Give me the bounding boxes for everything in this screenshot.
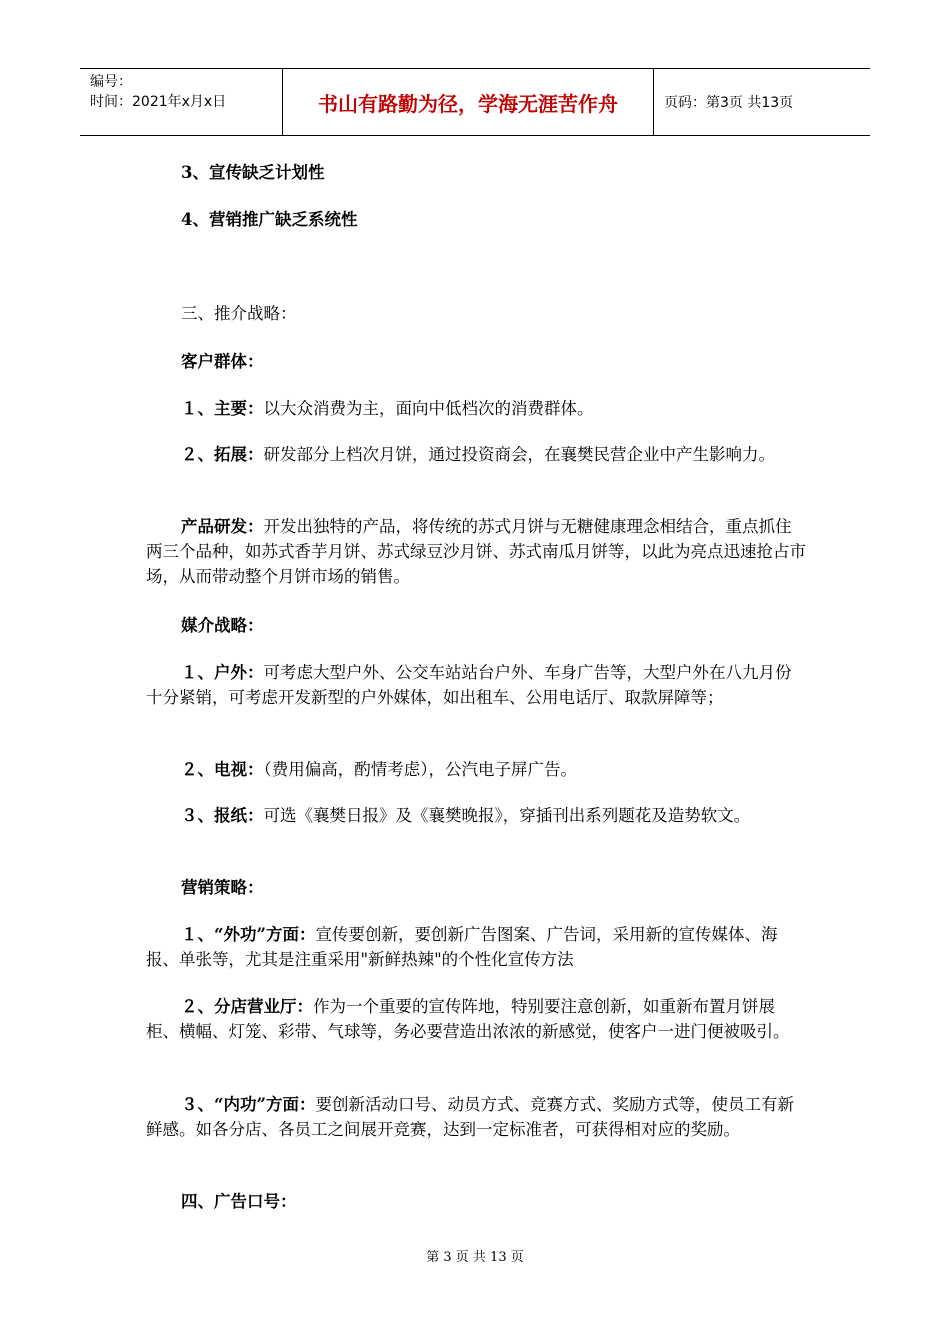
section-heading: 四、广告口号： <box>181 1192 297 1211</box>
paragraph-heading: 3、宣传缺乏计划性 <box>181 163 325 182</box>
paragraph-heading: 媒介战略： <box>181 616 264 635</box>
paragraph-lead: ２、电视： <box>181 760 264 779</box>
paragraph-text: 研发部分上档次月饼，通过投资商会，在襄樊民营企业中产生影响力。 <box>263 445 775 464</box>
paragraph-lead: ２、分店营业厅： <box>181 997 313 1016</box>
paragraph-lead: １、户外： <box>181 663 264 682</box>
paragraph-text: 作为一个重要的宣传阵地，特别要注意创新，如重新布置月饼展柜、横幅、灯笼、彩带、气球等，务必要营造出浓浓的新感觉，使客户一进门便被吸引。 <box>146 997 790 1041</box>
paragraph <box>146 660 806 710</box>
paragraph <box>146 757 806 782</box>
paragraph-heading: 4、营销推广缺乏系统性 <box>181 210 358 229</box>
paragraph <box>146 396 806 421</box>
paragraph <box>146 514 806 589</box>
document-date: 时间：2021年x月x日 <box>90 94 227 110</box>
header-page-info: 页码：第3页 共13页 <box>664 95 794 111</box>
paragraph <box>146 803 806 828</box>
paragraph-lead: １、“外功”方面： <box>181 925 316 944</box>
paragraph <box>146 442 806 467</box>
paragraph-heading: 客户群体： <box>181 352 264 371</box>
paragraph-text: 以大众消费为主，面向中低档次的消费群体。 <box>263 399 594 418</box>
paragraph-lead: ２、拓展： <box>181 445 264 464</box>
paragraph-lead: ３、“内功”方面： <box>181 1095 316 1114</box>
paragraph-text: （费用偏高，酌情考虑），公汽电子屏广告。 <box>263 760 577 779</box>
paragraph-text: 开发出独特的产品，将传统的苏式月饼与无糖健康理念相结合，重点抓住两三个品种，如苏式香芋月饼、苏式绿豆沙月饼、苏式南瓜月饼等，以此为亮点迅速抢占市场，从而带动整个月饼市场的销售。 <box>146 517 806 586</box>
header-page-cell <box>654 69 870 135</box>
paragraph-text: 可选《襄樊日报》及《襄樊晚报》，穿插刊出系列题花及造势软文。 <box>263 806 751 825</box>
paragraph-lead: 产品研发： <box>181 517 264 536</box>
header-left-cell <box>80 69 282 135</box>
document-number-label: 编号： <box>90 74 132 90</box>
paragraph <box>146 994 806 1044</box>
paragraph-lead: ３、报纸： <box>181 806 264 825</box>
paragraph-heading: 营销策略： <box>181 878 264 897</box>
paragraph-text: 宣传要创新，要创新广告图案、广告词，采用新的宣传媒体、海报、单张等，尤其是注重采用"新鲜热辣"的个性化宣传方法 <box>146 925 778 969</box>
header-table <box>80 68 870 136</box>
paragraph <box>146 922 806 972</box>
section-heading: 三、推介战略： <box>181 304 297 323</box>
paragraph-lead: １、主要： <box>181 399 264 418</box>
header-motto: 书山有路勤为径，学海无涯苦作舟 <box>318 91 618 116</box>
header-motto-cell <box>282 69 654 135</box>
page-footer: 第 3 页 共 13 页 <box>426 1250 524 1265</box>
paragraph <box>146 1092 806 1142</box>
paragraph-text: 可考虑大型户外、公交车站站台户外、车身广告等，大型户外在八九月份十分紧销，可考虑开发新型的户外媒体，如出租车、公用电话厅、取款屏障等； <box>146 663 792 707</box>
paragraph-text: 要创新活动口号、动员方式、竞赛方式、奖励方式等，使员工有新鲜感。如各分店、各员工之间展开竞赛，达到一定标准者，可获得相对应的奖励。 <box>146 1095 794 1139</box>
